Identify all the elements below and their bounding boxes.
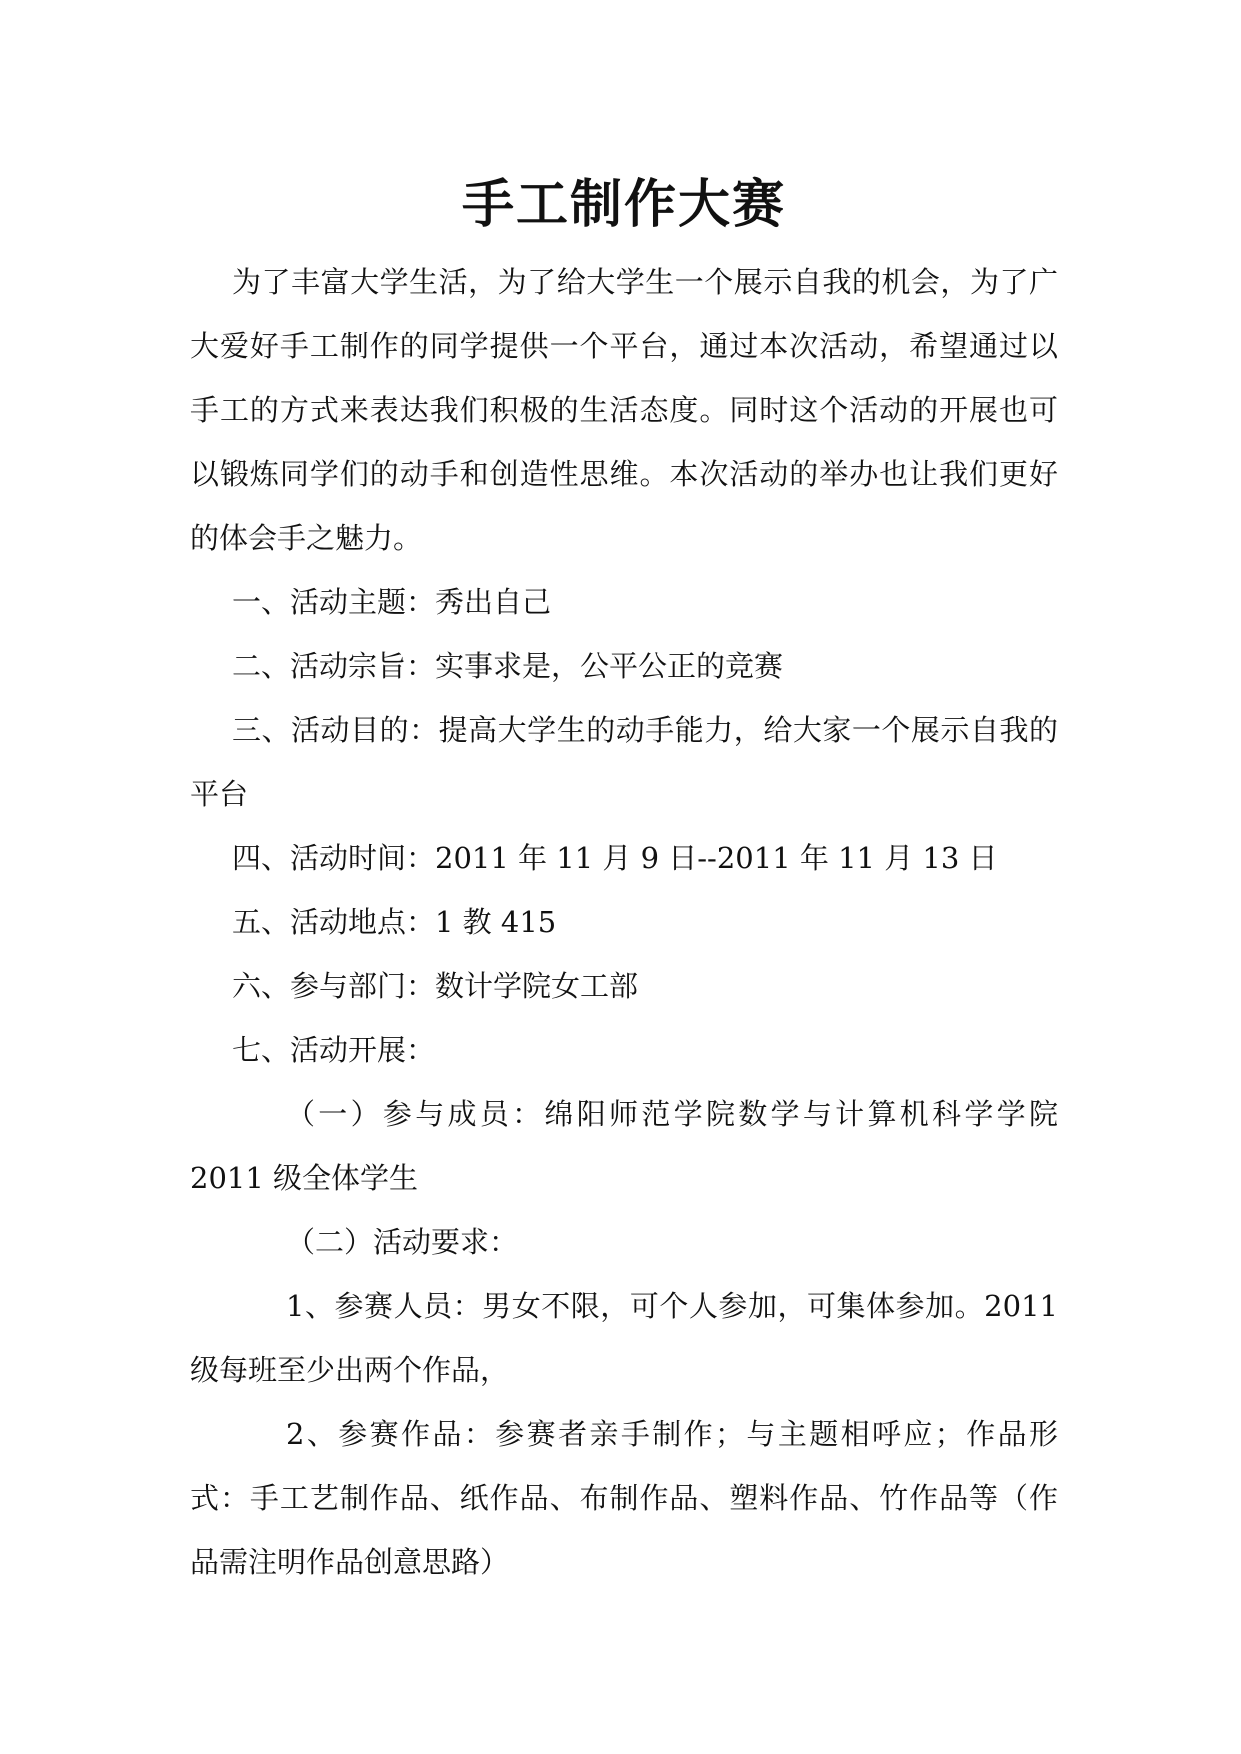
document-title: 手工制作大赛 [461,174,786,235]
item-department: 六、参与部门：数计学院女工部 [232,969,639,1003]
intro-paragraph: 为了丰富大学生活，为了给大学生一个展示自我的机会，为了广大爱好手工制作的同学提供一个平台，通过本次活动，希望通过以手工的方式来表达我们积极的生活态度。同时这个活动的开展也可以锻炼同学们的动手和创造性思维。本次活动的举办也让我们更好的体会手之魅力。 [190,265,1058,555]
sub-item-members: （一）参与成员：绵阳师范学院数学与计算机科学学院 2011 级全体学生 [190,1097,1058,1195]
document-page [190,150,1058,1594]
sub-item-requirements: （二）活动要求： [286,1225,519,1259]
item-purpose: 二、活动宗旨：实事求是，公平公正的竞赛 [232,649,784,683]
item-goal: 三、活动目的：提高大学生的动手能力，给大家一个展示自我的平台 [190,713,1058,811]
document-body [190,250,1058,1594]
item-activity: 七、活动开展： [232,1033,436,1067]
requirement-works: 2、参赛作品：参赛者亲手制作；与主题相呼应；作品形式：手工艺制作品、纸作品、布制作品、塑料作品、竹作品等（作品需注明作品创意思路） [190,1417,1058,1579]
item-location: 五、活动地点：1 教 415 [232,905,557,939]
item-time: 四、活动时间：2011 年 11 月 9 日--2011 年 11 月 13 日 [232,841,998,875]
item-theme: 一、活动主题：秀出自己 [232,585,552,619]
requirement-participants: 1、参赛人员：男女不限，可个人参加，可集体参加。2011 级每班至少出两个作品， [190,1289,1058,1387]
